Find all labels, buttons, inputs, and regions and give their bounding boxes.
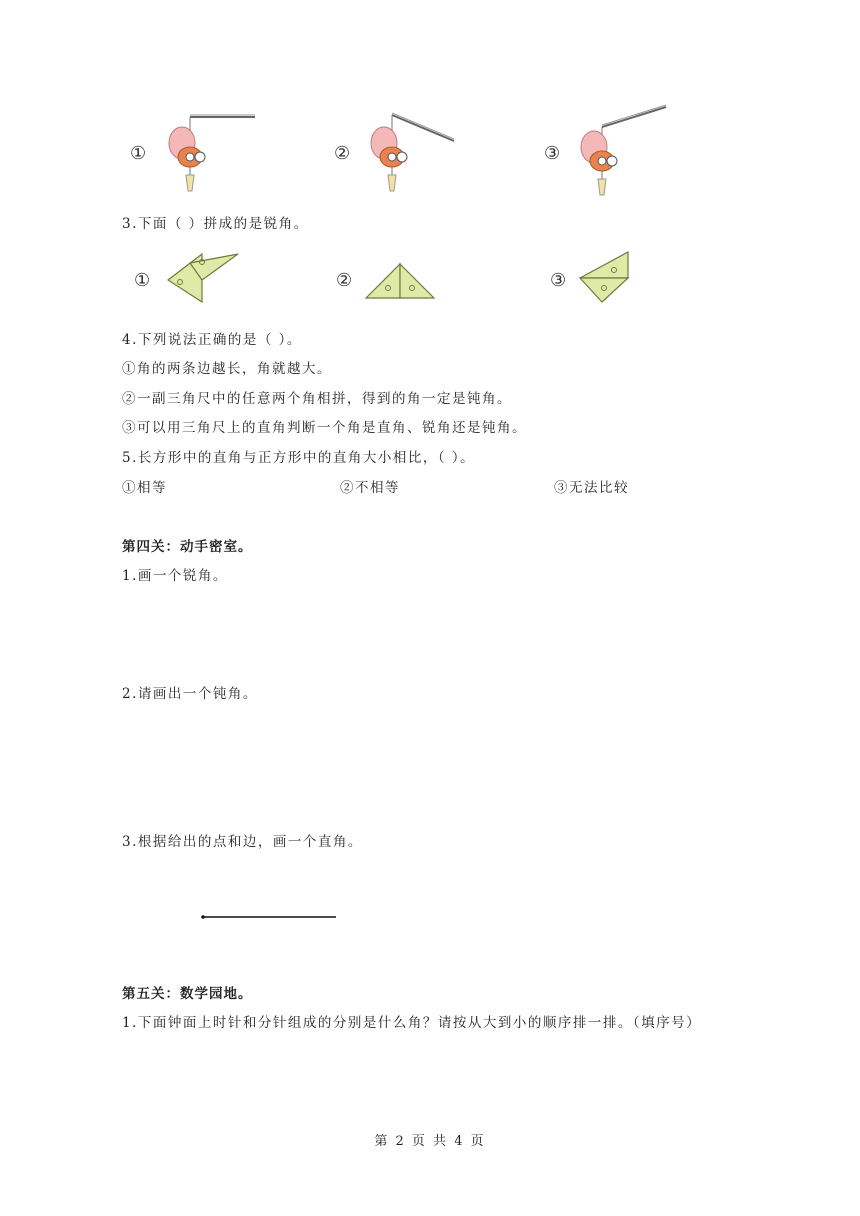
question-4-item-2: ②一副三角尺中的任意两个角相拼，得到的角一定是钝角。	[122, 391, 512, 407]
triangle-option-2-label: ②	[336, 270, 353, 291]
question-5-option-3: ③无法比较	[554, 480, 629, 496]
lantern-1-image	[160, 105, 260, 200]
question-4-item-1: ①角的两条边越长，角就越大。	[122, 361, 332, 377]
triangle-2-image	[362, 250, 442, 310]
given-point-and-side	[198, 910, 340, 924]
question-5-option-1: ①相等	[122, 480, 167, 496]
triangle-option-3-label: ③	[550, 270, 567, 291]
section-4-question-3: 3.根据给出的点和边，画一个直角。	[122, 834, 363, 850]
lantern-2-image	[362, 105, 462, 200]
section-4-question-2: 2.请画出一个钝角。	[122, 686, 258, 702]
question-5-option-2: ②不相等	[340, 480, 400, 496]
question-5-text: 5.长方形中的直角与正方形中的直角大小相比，（ ）。	[122, 450, 476, 466]
lantern-option-1-label: ①	[130, 143, 147, 164]
section-5-title: 第五关：数学园地。	[122, 986, 253, 1002]
page-footer: 第 2 页 共 4 页	[374, 1134, 486, 1149]
section-4-title: 第四关：动手密室。	[122, 539, 253, 555]
lantern-figures	[130, 105, 690, 205]
question-3-text: 3.下面（ ）拼成的是锐角。	[122, 216, 309, 232]
triangle-1-image	[160, 250, 250, 310]
lantern-option-3-label: ③	[544, 143, 561, 164]
section-4-question-1: 1.画一个锐角。	[122, 568, 228, 584]
lantern-option-2-label: ②	[334, 143, 351, 164]
triangle-option-1-label: ①	[134, 270, 151, 291]
triangle-3-image	[576, 250, 636, 310]
triangle-figures	[130, 250, 650, 310]
section-5-question-1: 1.下面钟面上时针和分针组成的分别是什么角？请按从大到小的顺序排一排。（填序号）	[122, 1015, 702, 1031]
question-4-text: 4.下列说法正确的是（ ）。	[122, 332, 302, 348]
question-4-item-3: ③可以用三角尺上的直角判断一个角是直角、锐角还是钝角。	[122, 420, 527, 436]
lantern-3-image	[574, 105, 674, 200]
